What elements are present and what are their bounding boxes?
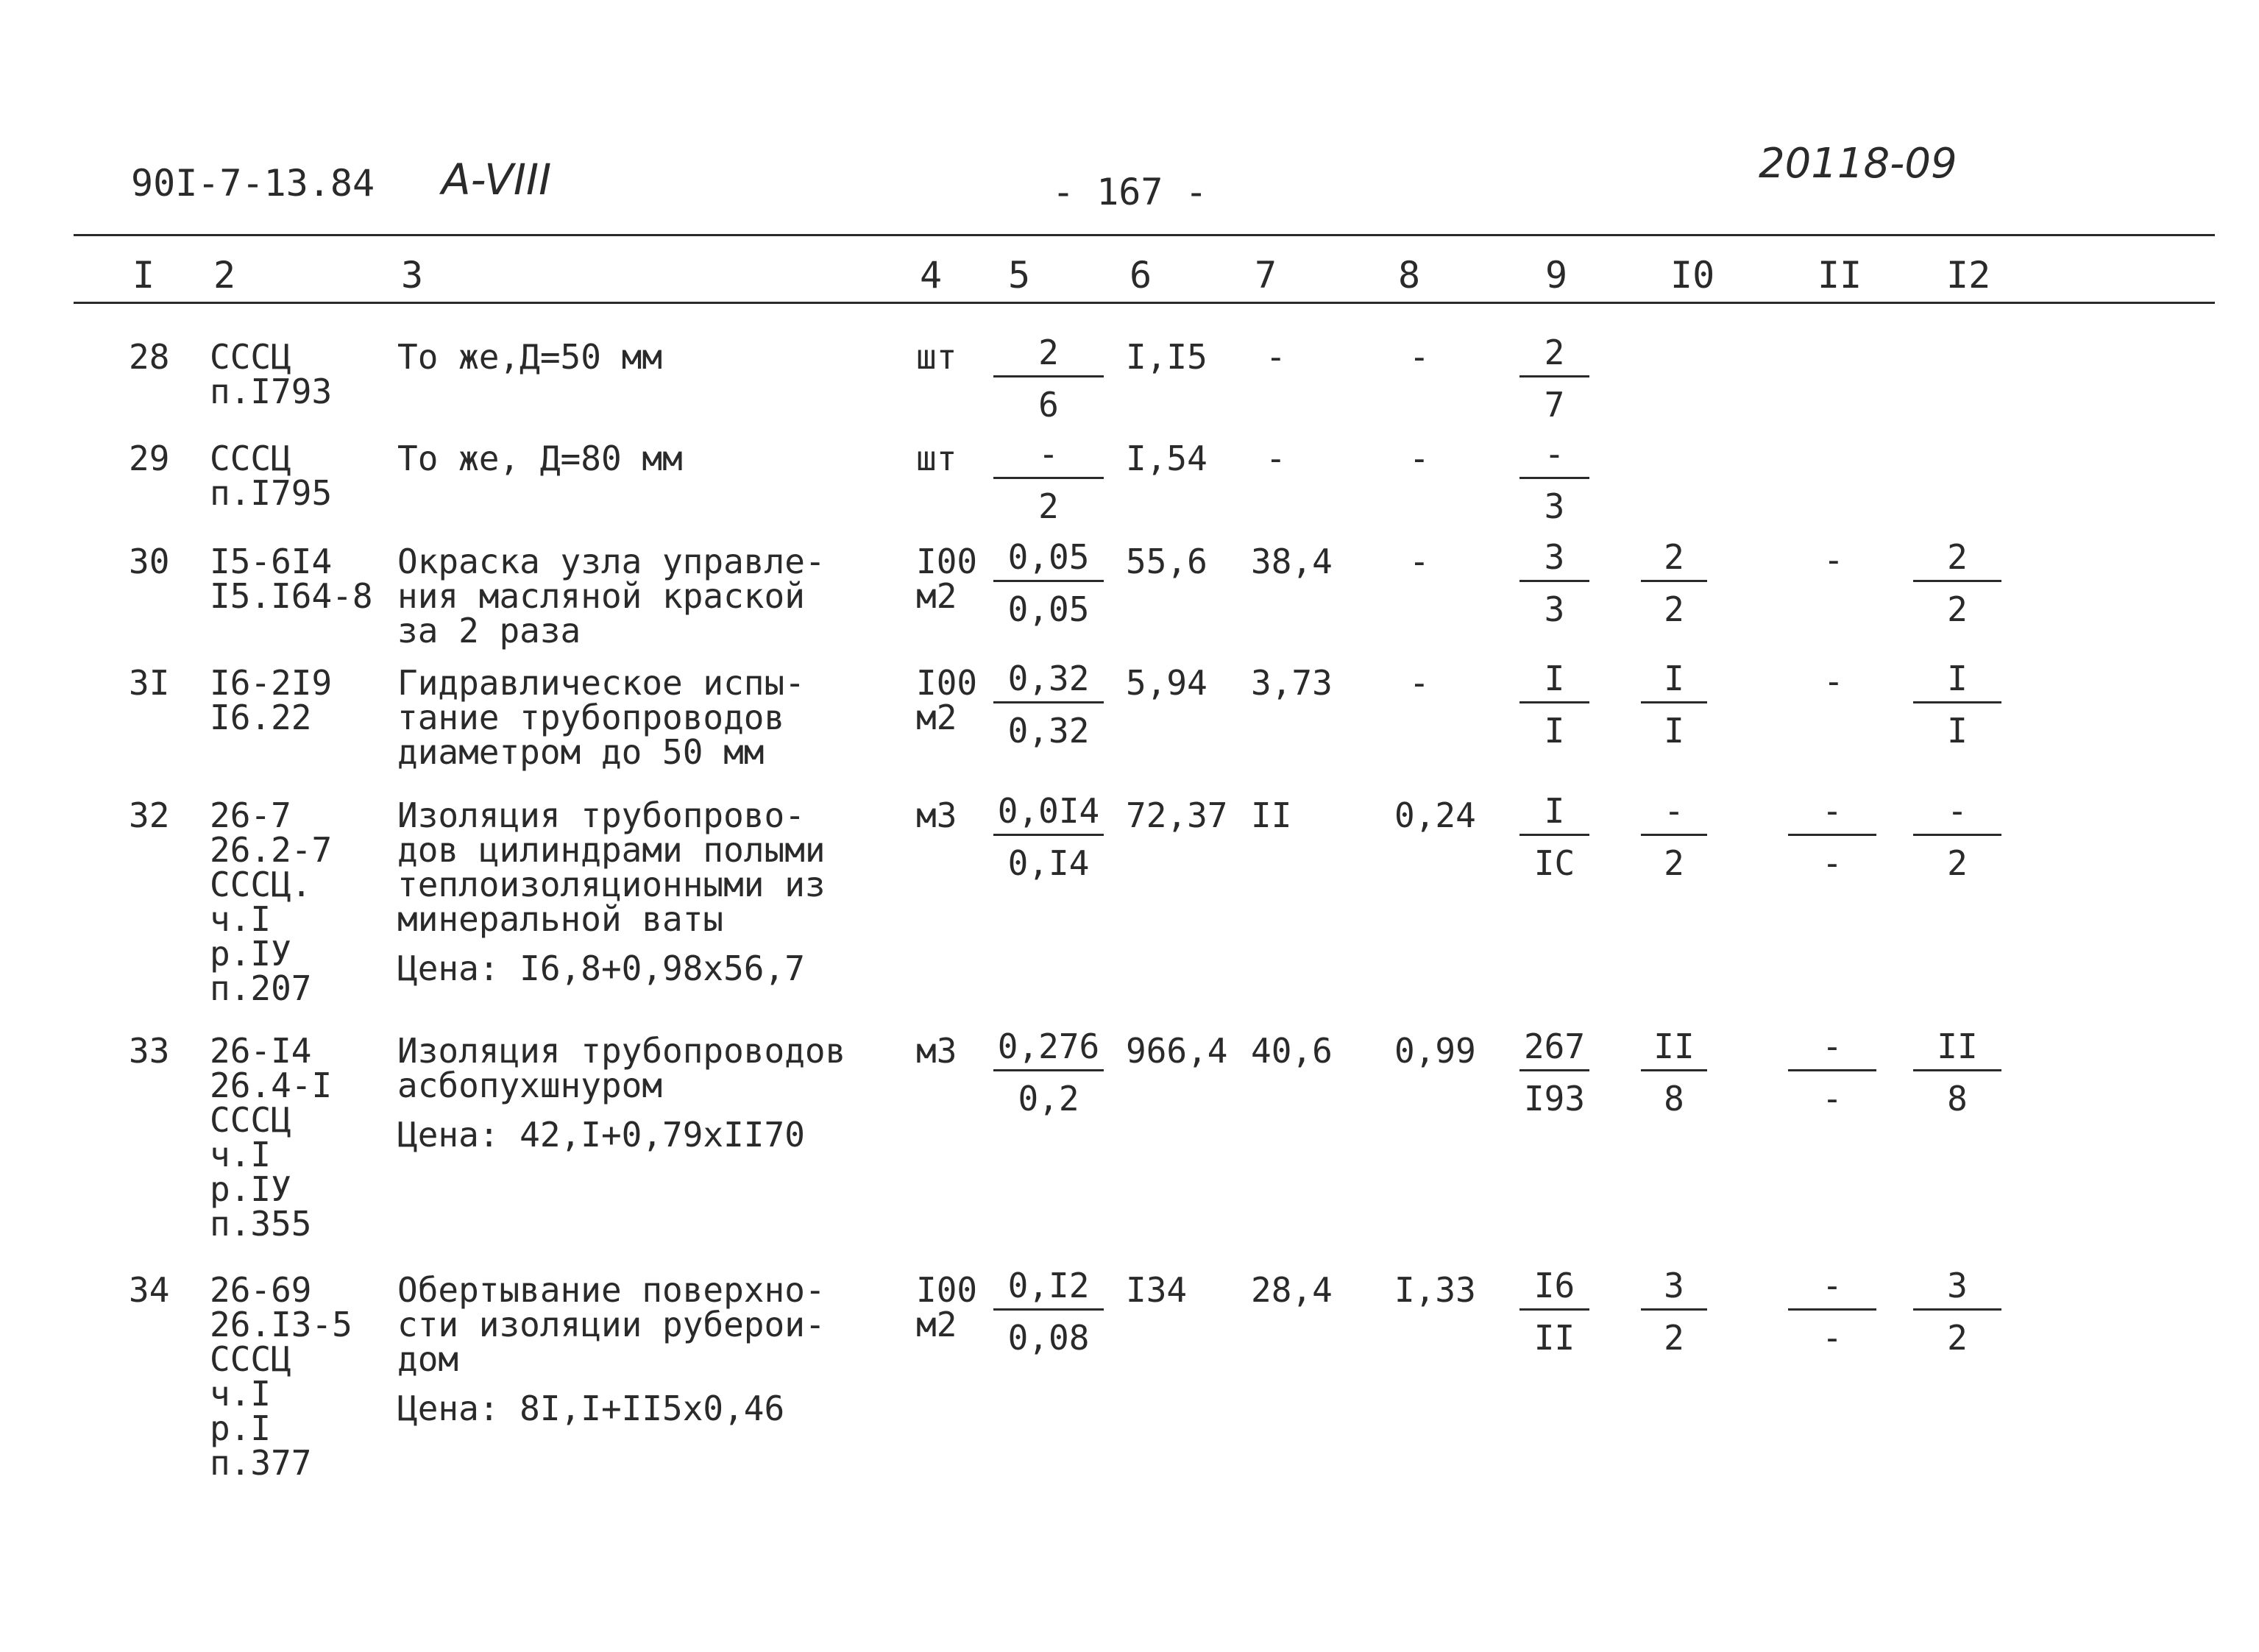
cell-c6: 72,37: [1126, 795, 1228, 835]
fraction-c9: [1519, 434, 1589, 526]
norm-code: СССЦ: [210, 439, 291, 478]
cell-c7: II: [1251, 795, 1292, 835]
document-code: 90I-7-13.84: [131, 162, 375, 205]
numerator: -: [1788, 1029, 1876, 1071]
numerator: 3: [1519, 540, 1589, 582]
column-header: I0: [1670, 254, 1715, 297]
numerator: -: [1519, 437, 1589, 479]
cell-c6: 966,4: [1126, 1031, 1228, 1071]
cell-c8: I,33: [1394, 1270, 1476, 1310]
row-number: 34: [129, 1270, 170, 1310]
denominator: 0,I4: [1007, 843, 1090, 883]
cell-c8: -: [1409, 337, 1430, 377]
work-description: Изоляция трубопрово-: [397, 795, 805, 835]
numerator: 2: [993, 336, 1104, 377]
fraction-c11: [1788, 791, 1876, 883]
numerator: 2: [1641, 540, 1707, 582]
fraction-c12: [1913, 1027, 2001, 1119]
work-description: дом: [397, 1339, 459, 1379]
fraction-c9: [1519, 1266, 1589, 1358]
norm-code: I5-6I4: [210, 542, 333, 581]
fraction-c10: [1641, 791, 1707, 883]
denominator: 2: [1947, 843, 1968, 883]
denominator: 2: [1947, 589, 1968, 629]
fraction-c12: [1913, 659, 2001, 751]
numerator: -: [1641, 794, 1707, 836]
fraction-c12: [1913, 537, 2001, 629]
row-number: 28: [129, 337, 170, 377]
numerator: 0,I2: [993, 1269, 1104, 1311]
page-number: - 167 -: [1052, 171, 1207, 213]
cell-c7: 3,73: [1251, 663, 1333, 703]
denominator: 7: [1544, 385, 1565, 425]
norm-code: СССЦ: [210, 337, 291, 377]
numerator: 267: [1519, 1029, 1589, 1071]
column-header: II: [1818, 254, 1862, 297]
work-description: дов цилиндрами полыми: [397, 830, 826, 870]
fraction-c10: [1641, 1266, 1707, 1358]
denominator: II: [1533, 1318, 1575, 1358]
fraction-c5: [993, 1027, 1104, 1119]
row-number: 30: [129, 542, 170, 581]
fraction-c5: [993, 791, 1104, 883]
unit: шт: [916, 337, 957, 377]
norm-code: ч.I: [210, 899, 272, 939]
column-header: 6: [1130, 254, 1152, 297]
norm-code: п.I795: [210, 473, 333, 513]
numerator: 0,0I4: [993, 794, 1104, 836]
denominator: -: [1822, 843, 1843, 883]
work-description: диаметром до 50 мм: [397, 732, 765, 772]
work-description: минеральной ваты: [397, 899, 724, 939]
norm-code: СССЦ.: [210, 865, 312, 904]
work-description: То же,Д=50 мм: [397, 337, 663, 377]
norm-code: п.207: [210, 968, 312, 1008]
denominator: 2: [1664, 843, 1684, 883]
cell-c8: 0,24: [1394, 795, 1476, 835]
fraction-c5: [993, 1266, 1104, 1358]
norm-code: п.377: [210, 1443, 312, 1483]
column-header: 9: [1545, 254, 1568, 297]
numerator: I: [1641, 662, 1707, 703]
numerator: II: [1913, 1029, 2001, 1071]
denominator: 0,2: [1018, 1079, 1079, 1119]
fraction-c5: [993, 434, 1104, 526]
norm-code: п.355: [210, 1204, 312, 1244]
column-header: I: [132, 254, 155, 297]
row-number: 3I: [129, 663, 170, 703]
norm-code: СССЦ: [210, 1339, 291, 1379]
column-header: 7: [1255, 254, 1277, 297]
album-label: A-VIII: [441, 155, 552, 205]
norm-code: 26-7: [210, 795, 291, 835]
denominator: I: [1544, 711, 1565, 751]
denominator: I93: [1523, 1079, 1586, 1119]
numerator: I6: [1519, 1269, 1589, 1311]
denominator: 0,05: [1007, 589, 1090, 629]
fraction-c10: [1641, 537, 1707, 629]
denominator: I: [1947, 711, 1968, 751]
column-header: 3: [401, 254, 424, 297]
unit: м3: [916, 795, 957, 835]
price-formula: Цена: 8I,I+II5х0,46: [397, 1389, 785, 1428]
numerator: -: [993, 437, 1104, 479]
fraction-c11: [1788, 1266, 1876, 1358]
work-description: сти изоляции руберои-: [397, 1305, 826, 1344]
cell-c11: -: [1823, 540, 1844, 580]
unit: I00: [916, 1270, 978, 1310]
denominator: -: [1822, 1318, 1843, 1358]
norm-code: 26.2-7: [210, 830, 333, 870]
fraction-c11: [1788, 1027, 1876, 1119]
denominator: 2: [1947, 1318, 1968, 1358]
price-formula: Цена: 42,I+0,79хII70: [397, 1115, 805, 1155]
column-header: 2: [213, 254, 236, 297]
norm-code: 26.4-I: [210, 1066, 333, 1105]
unit: м2: [916, 1305, 957, 1344]
row-number: 29: [129, 439, 170, 478]
fraction-c9: [1519, 537, 1589, 629]
norm-code: р.I: [210, 1408, 272, 1448]
cell-c7: -: [1266, 337, 1286, 377]
work-description: за 2 раза: [397, 611, 581, 650]
numerator: II: [1641, 1029, 1707, 1071]
numerator: I: [1519, 794, 1589, 836]
denominator: I: [1664, 711, 1684, 751]
price-formula: Цена: I6,8+0,98х56,7: [397, 949, 805, 988]
unit: м3: [916, 1031, 957, 1071]
unit: I00: [916, 542, 978, 581]
denominator: 6: [1038, 385, 1059, 425]
denominator: 0,08: [1007, 1318, 1090, 1358]
denominator: 0,32: [1007, 711, 1090, 751]
work-description: Обертывание поверхно-: [397, 1270, 826, 1310]
numerator: 0,32: [993, 662, 1104, 703]
fraction-c10: [1641, 659, 1707, 751]
work-description: Изоляция трубопроводов: [397, 1031, 846, 1071]
cell-c6: 5,94: [1126, 663, 1207, 703]
norm-code: ч.I: [210, 1135, 272, 1174]
cell-c7: -: [1266, 439, 1286, 478]
norm-code: I6-2I9: [210, 663, 333, 703]
norm-code: I5.I64-8: [210, 576, 373, 616]
denominator: 3: [1544, 589, 1565, 629]
cell-c6: I34: [1126, 1270, 1188, 1310]
norm-code: ч.I: [210, 1374, 272, 1414]
numerator: -: [1788, 1269, 1876, 1311]
unit: шт: [916, 439, 957, 478]
unit: м2: [916, 576, 957, 616]
work-description: тание трубопроводов: [397, 698, 785, 737]
fraction-c5: [993, 659, 1104, 751]
fraction-c12: [1913, 1266, 2001, 1358]
unit: м2: [916, 698, 957, 737]
fraction-c10: [1641, 1027, 1707, 1119]
numerator: 3: [1913, 1269, 2001, 1311]
inventory-number: 20118-09: [1759, 140, 1957, 188]
denominator: 3: [1544, 486, 1565, 526]
numerator: 0,276: [993, 1029, 1104, 1071]
work-description: асбопухшнуром: [397, 1066, 663, 1105]
column-header: I2: [1946, 254, 1991, 297]
cell-c8: -: [1409, 542, 1430, 581]
cell-c6: I,I5: [1126, 337, 1207, 377]
norm-code: 26.I3-5: [210, 1305, 352, 1344]
fraction-c9: [1519, 333, 1589, 425]
fraction-c9: [1519, 659, 1589, 751]
norm-code: 26-I4: [210, 1031, 312, 1071]
denominator: -: [1822, 1079, 1843, 1119]
numerator: 2: [1913, 540, 2001, 582]
norm-code: 26-69: [210, 1270, 312, 1310]
cell-c8: -: [1409, 439, 1430, 478]
fraction-c12: [1913, 791, 2001, 883]
numerator: 0,05: [993, 540, 1104, 582]
fraction-c5: [993, 537, 1104, 629]
cell-c7: 40,6: [1251, 1031, 1333, 1071]
cell-c7: 28,4: [1251, 1270, 1333, 1310]
numerator: -: [1788, 794, 1876, 836]
numerator: 2: [1519, 336, 1589, 377]
work-description: Гидравлическое испы-: [397, 663, 805, 703]
row-number: 32: [129, 795, 170, 835]
cell-c6: I,54: [1126, 439, 1207, 478]
denominator: 2: [1664, 589, 1684, 629]
header-bottom-rule: [74, 302, 2215, 304]
numerator: -: [1913, 794, 2001, 836]
header-top-rule: [74, 234, 2215, 236]
cell-c6: 55,6: [1126, 542, 1207, 581]
fraction-c9: [1519, 791, 1589, 883]
column-header: 8: [1398, 254, 1421, 297]
norm-code: п.I793: [210, 372, 333, 411]
denominator: 8: [1947, 1079, 1968, 1119]
numerator: I: [1913, 662, 2001, 703]
denominator: IC: [1533, 843, 1575, 883]
norm-code: I6.22: [210, 698, 312, 737]
cell-c7: 38,4: [1251, 542, 1333, 581]
fraction-c5: [993, 333, 1104, 425]
cell-c8: 0,99: [1394, 1031, 1476, 1071]
norm-code: р.IУ: [210, 934, 291, 974]
work-description: То же, Д=80 мм: [397, 439, 683, 478]
denominator: 2: [1664, 1318, 1684, 1358]
denominator: 2: [1038, 486, 1059, 526]
cell-c11: -: [1823, 662, 1844, 701]
fraction-c9: [1519, 1027, 1589, 1119]
norm-code: СССЦ: [210, 1100, 291, 1140]
work-description: теплоизоляционными из: [397, 865, 826, 904]
work-description: Окраска узла управле-: [397, 542, 826, 581]
row-number: 33: [129, 1031, 170, 1071]
unit: I00: [916, 663, 978, 703]
denominator: 8: [1664, 1079, 1684, 1119]
numerator: 3: [1641, 1269, 1707, 1311]
work-description: ния масляной краской: [397, 576, 805, 616]
norm-code: р.IУ: [210, 1169, 291, 1209]
column-header: 4: [920, 254, 943, 297]
cell-c8: -: [1409, 663, 1430, 703]
numerator: I: [1519, 662, 1589, 703]
column-header: 5: [1008, 254, 1031, 297]
